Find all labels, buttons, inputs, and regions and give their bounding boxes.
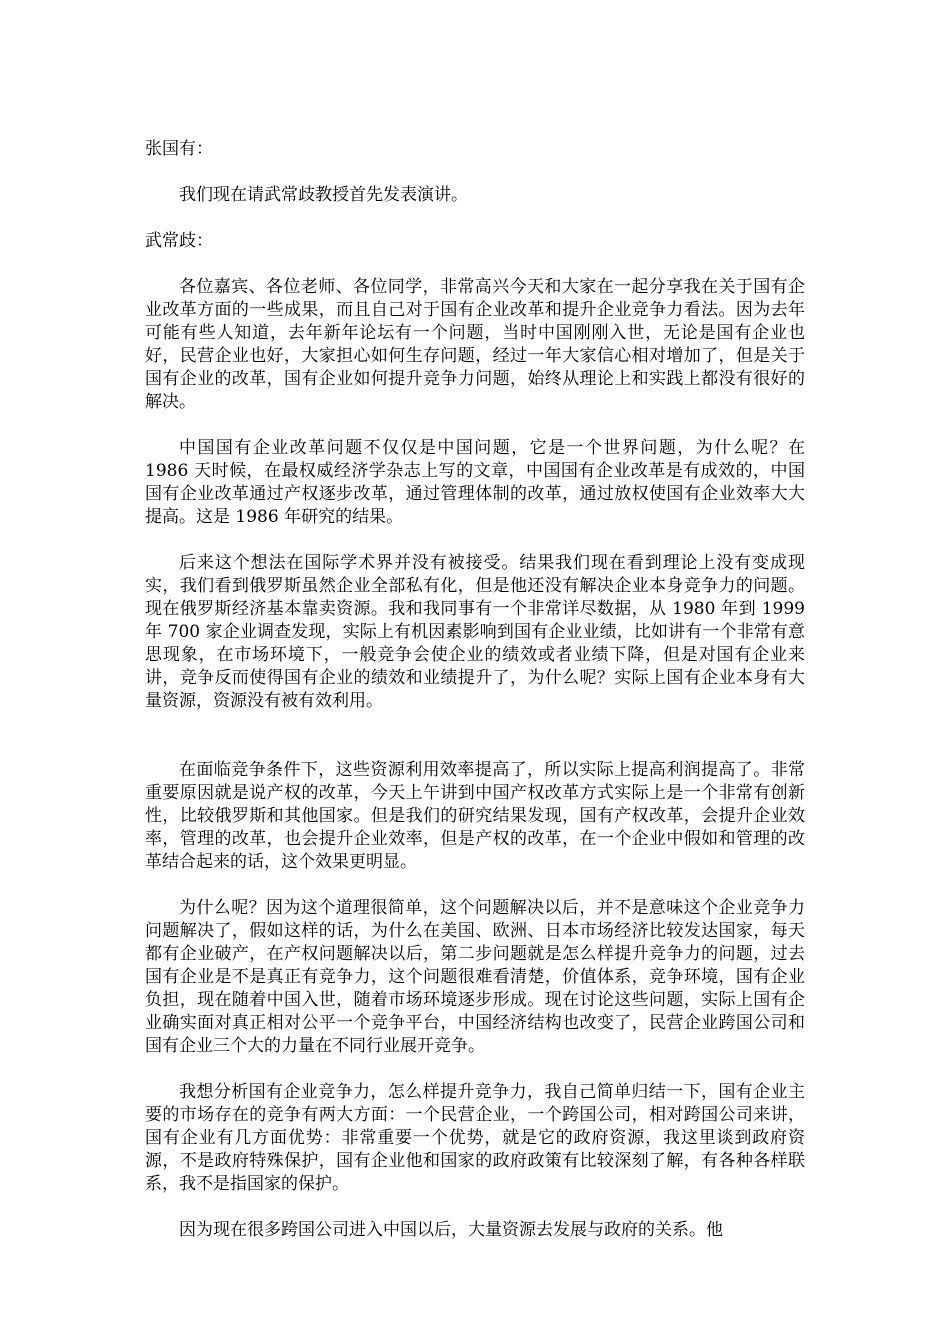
paragraph-4: 在面临竞争条件下，这些资源利用效率提高了，所以实际上提高利润提高了。非常重要原因就是说产权的改革，今天上午讲到中国产权改革方式实际上是一个非常有创新性，比较俄罗斯和其他国家。但是我们的研究结果发现，国有产权改革，会提升企业效率，管理的改革，也会提升企业效率，但是产权的改革，在一个企业中假如和管理的改革结合起来的话，这个效果更明显。 (145, 760, 805, 872)
paragraph-6: 我想分析国有企业竞争力，怎么样提升竞争力，我自己简单归结一下，国有企业主要的市场存在的竞争有两大方面：一个民营企业，一个跨国公司，相对跨国公司来讲，国有企业有几方面优势：非常重要一个优势，就是它的政府资源，我这里谈到政府资源，不是政府特殊保护，国有企业他和国家的政府政策有比较深刻了解，有各种各样联系，我不是指国家的保护。 (145, 1082, 805, 1194)
document-page (145, 138, 805, 1265)
paragraph-7: 因为现在很多跨国公司进入中国以后，大量资源去发展与政府的关系。他 (179, 1220, 723, 1240)
speaker-label-zhang: 张国有： (145, 139, 213, 159)
paragraph-3: 后来这个想法在国际学术界并没有被接受。结果我们现在看到理论上没有变成现实，我们看到俄罗斯虽然企业全部私有化，但是他还没有解决企业本身竞争力的问题。现在俄罗斯经济基本靠卖资源。我和我同事有一个非常详尽数据，从 1980 年到 1999 年 700 家企业调查发现，实际上有机因素影响到国有企业业绩，比如讲有一个非常有意思现象，在市场环境下，一般竞争会使企业的绩效或者业绩下降，但是对国有企业来讲，竞争反而使得国有企业的绩效和业绩提升了，为什么呢？实际上国有企业本身有大量资源，资源没有被有效利用。 (145, 553, 805, 711)
paragraph-2: 中国国有企业改革问题不仅仅是中国问题，它是一个世界问题，为什么呢？在 1986 天时候，在最权威经济学杂志上写的文章，中国国有企业改革是有成效的，中国国有企业改革通过产权逐步改革，通过管理体制的改革，通过放权使国有企业效率大大提高。这是 1986 年研究的结果。 (145, 438, 805, 527)
speaker-label-wu: 武常歧： (145, 231, 213, 251)
paragraph-5: 为什么呢？因为这个道理很简单，这个问题解决以后，并不是意味这个企业竞争力问题解决了，假如这样的话，为什么在美国、欧洲、日本市场经济比较发达国家，每天都有企业破产，在产权问题解决以后，第二步问题就是怎么样提升竞争力的问题，过去国有企业是不是真正有竞争力，这个问题很难看清楚，价值体系，竞争环境，国有企业负担，现在随着中国入世，随着市场环境逐步形成。现在讨论这些问题，实际上国有企业确实面对真正相对公平一个竞争平台，中国经济结构也改变了，民营企业跨国公司和国有企业三个大的力量在不同行业展开竞争。 (145, 898, 805, 1056)
paragraph-1: 各位嘉宾、各位老师、各位同学，非常高兴今天和大家在一起分享我在关于国有企业改革方面的一些成果，而且自己对于国有企业改革和提升企业竞争力看法。因为去年可能有些人知道，去年新年论坛有一个问题，当时中国刚刚入世，无论是国有企业也好，民营企业也好，大家担心如何生存问题，经过一年大家信心相对增加了，但是关于国有企业的改革，国有企业如何提升竞争力问题，始终从理论上和实践上都没有很好的解决。 (145, 277, 805, 412)
paragraph-intro: 我们现在请武常歧教授首先发表演讲。 (179, 185, 468, 205)
